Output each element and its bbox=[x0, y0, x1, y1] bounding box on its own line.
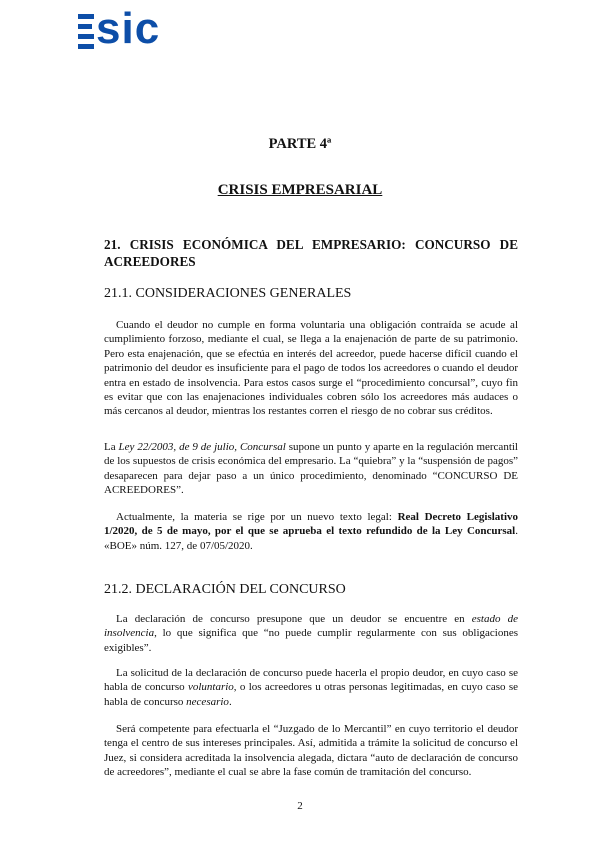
subsection-heading-2: 21.2. DECLARACIÓN DEL CONCURSO bbox=[104, 582, 346, 597]
part-heading: PARTE 4ª bbox=[268, 136, 332, 152]
section-title: CRISIS EMPRESARIAL bbox=[217, 182, 383, 198]
paragraph: Cuando el deudor no cumple en forma voluntaria una obligación contraída se acude al cumplimiento forzoso, mediante el cual, se llega a la enajenación de parte de su patrimonio. Pero esta enajenación, que se efectúa en interés del acreedor, puede hacerse difícil cuando el patrimonio del deudor es insuficiente para el pago de todos los acreedores o cuando el deudor entra en estado de insolvencia. Para estos casos surge el “procedimiento concursal”, cuyo fin es evitar que con las enajenaciones individuales cobren sólo los acreedores más audaces o más cercanos al deudor, mientras los restantes corren el riesgo de no cobrar sus créditos. bbox=[104, 319, 518, 418]
paragraph: La declaración de concurso presupone que un deudor se encuentre en estado de insolvencia, lo que significa que “no puede cumplir regularmente con sus obligaciones exigibles”. bbox=[104, 613, 518, 654]
esic-logo bbox=[78, 4, 188, 54]
chapter-heading: 21. CRISIS ECONÓMICA DEL EMPRESARIO: CONCURSO DE ACREEDORES bbox=[104, 237, 518, 269]
paragraph: Actualmente, la materia se rige por un nuevo texto legal: Real Decreto Legislativo 1/2020, de 5 de mayo, por el que se aprueba el texto refundido de la Ley Concursal. «BOE» núm. 127, de 07/05/2020. bbox=[104, 511, 519, 552]
subsection-heading-1: 21.1. CONSIDERACIONES GENERALES bbox=[104, 286, 352, 301]
logo-text: sic bbox=[96, 4, 161, 53]
paragraph: La Ley 22/2003, de 9 de julio, Concursal supone un punto y aparte en la regulación mercantil de los supuestos de crisis económica del empresario. La “quiebra” y la “suspensión de pagos” desaparecen para dejar paso a un único procedimiento, denominado “CONCURSO DE ACREEDORES”. bbox=[104, 441, 518, 497]
logo-e-mark bbox=[78, 14, 94, 54]
page-number: 2 bbox=[297, 800, 303, 812]
paragraph: Será competente para efectuarla el “Juzgado de lo Mercantil” en cuyo territorio el deudor tenga el centro de sus intereses principales. Así, admitida a trámite la solicitud de concurso el Juez, si considera acreditada la insolvencia alegada, dictara “auto de declaración de concurso de acreedores”, mediante el cual se abre la fase común de tramitación del concurso. bbox=[104, 723, 518, 779]
paragraph: La solicitud de la declaración de concurso puede hacerla el propio deudor, en cuyo caso se habla de concurso voluntario, o los acreedores u otras personas legitimadas, en cuyo caso se habla de concurso necesario. bbox=[104, 667, 518, 708]
